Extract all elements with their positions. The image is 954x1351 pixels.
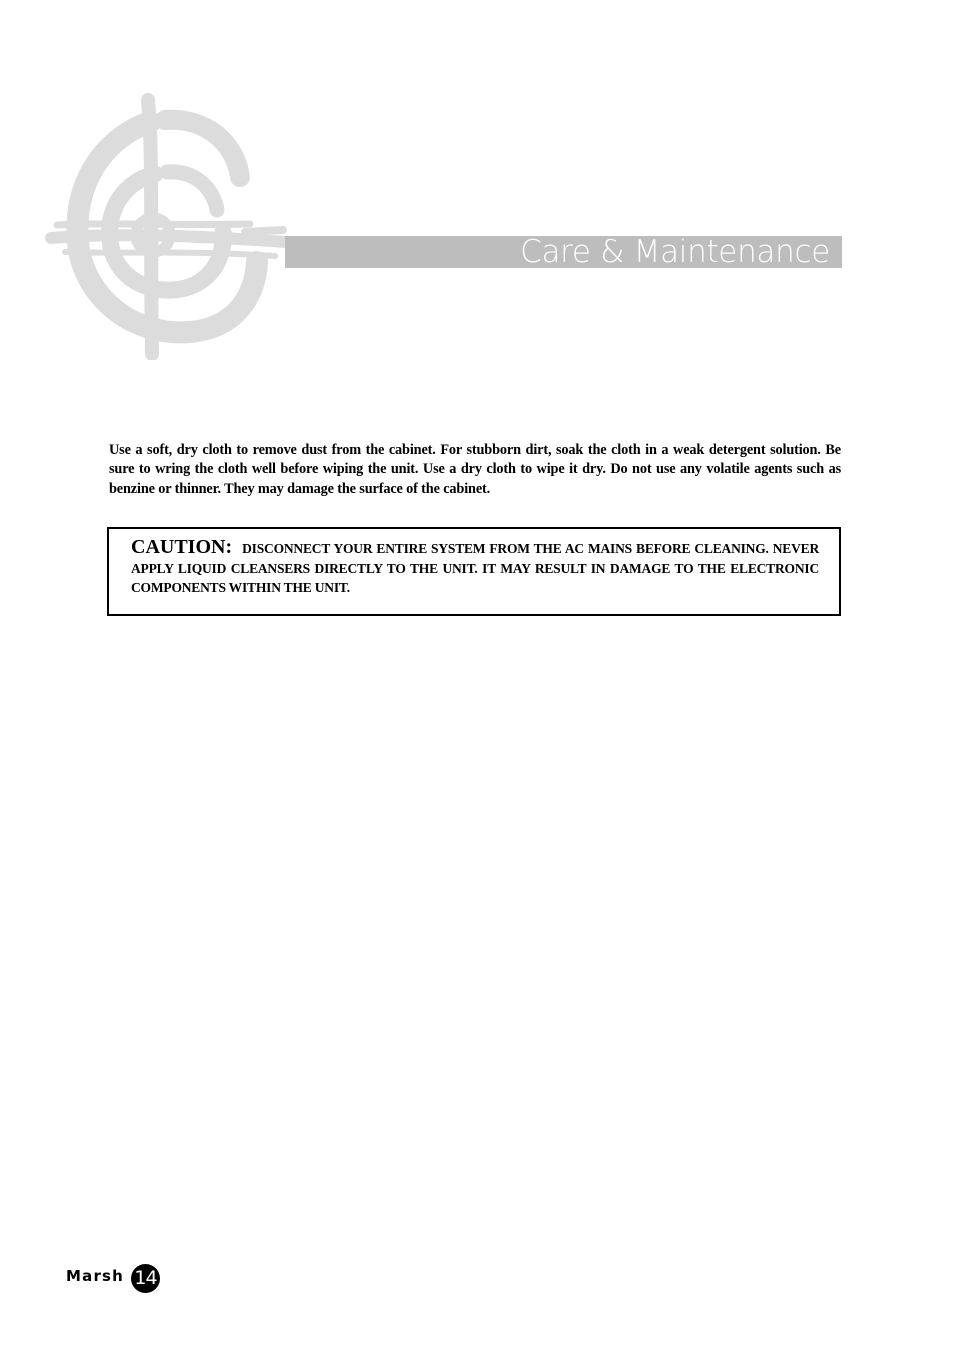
caution-paragraph [131,538,819,598]
footer-brand: Marsh [66,1267,125,1285]
page-number: 14 [131,1264,160,1293]
target-crosshair-icon [45,92,295,360]
title-banner [285,236,842,268]
cleaning-instructions: Use a soft, dry cloth to remove dust from the cabinet. For stubborn dirt, soak the cloth in a weak detergent solution. Be sure to wring the cloth well before wiping the unit. Use a dry cloth to wipe it dry. Do not use any volatile agents such as benzine or thinner. They may damage the surface of the cabinet. [109,442,841,497]
caution-label: CAUTION: [131,536,233,558]
caution-text: DISCONNECT YOUR ENTIRE SYSTEM FROM THE AC MAINS BEFORE CLEANING. NEVER APPLY LIQUID CLEANSERS DIRECTLY TO THE UNIT. IT MAY RESULT IN DAMAGE TO THE ELECTRONIC COMPONENTS WITHIN THE UNIT. [131,541,819,595]
caution-box [107,527,841,616]
page-title: Care & Maintenance [520,234,830,270]
